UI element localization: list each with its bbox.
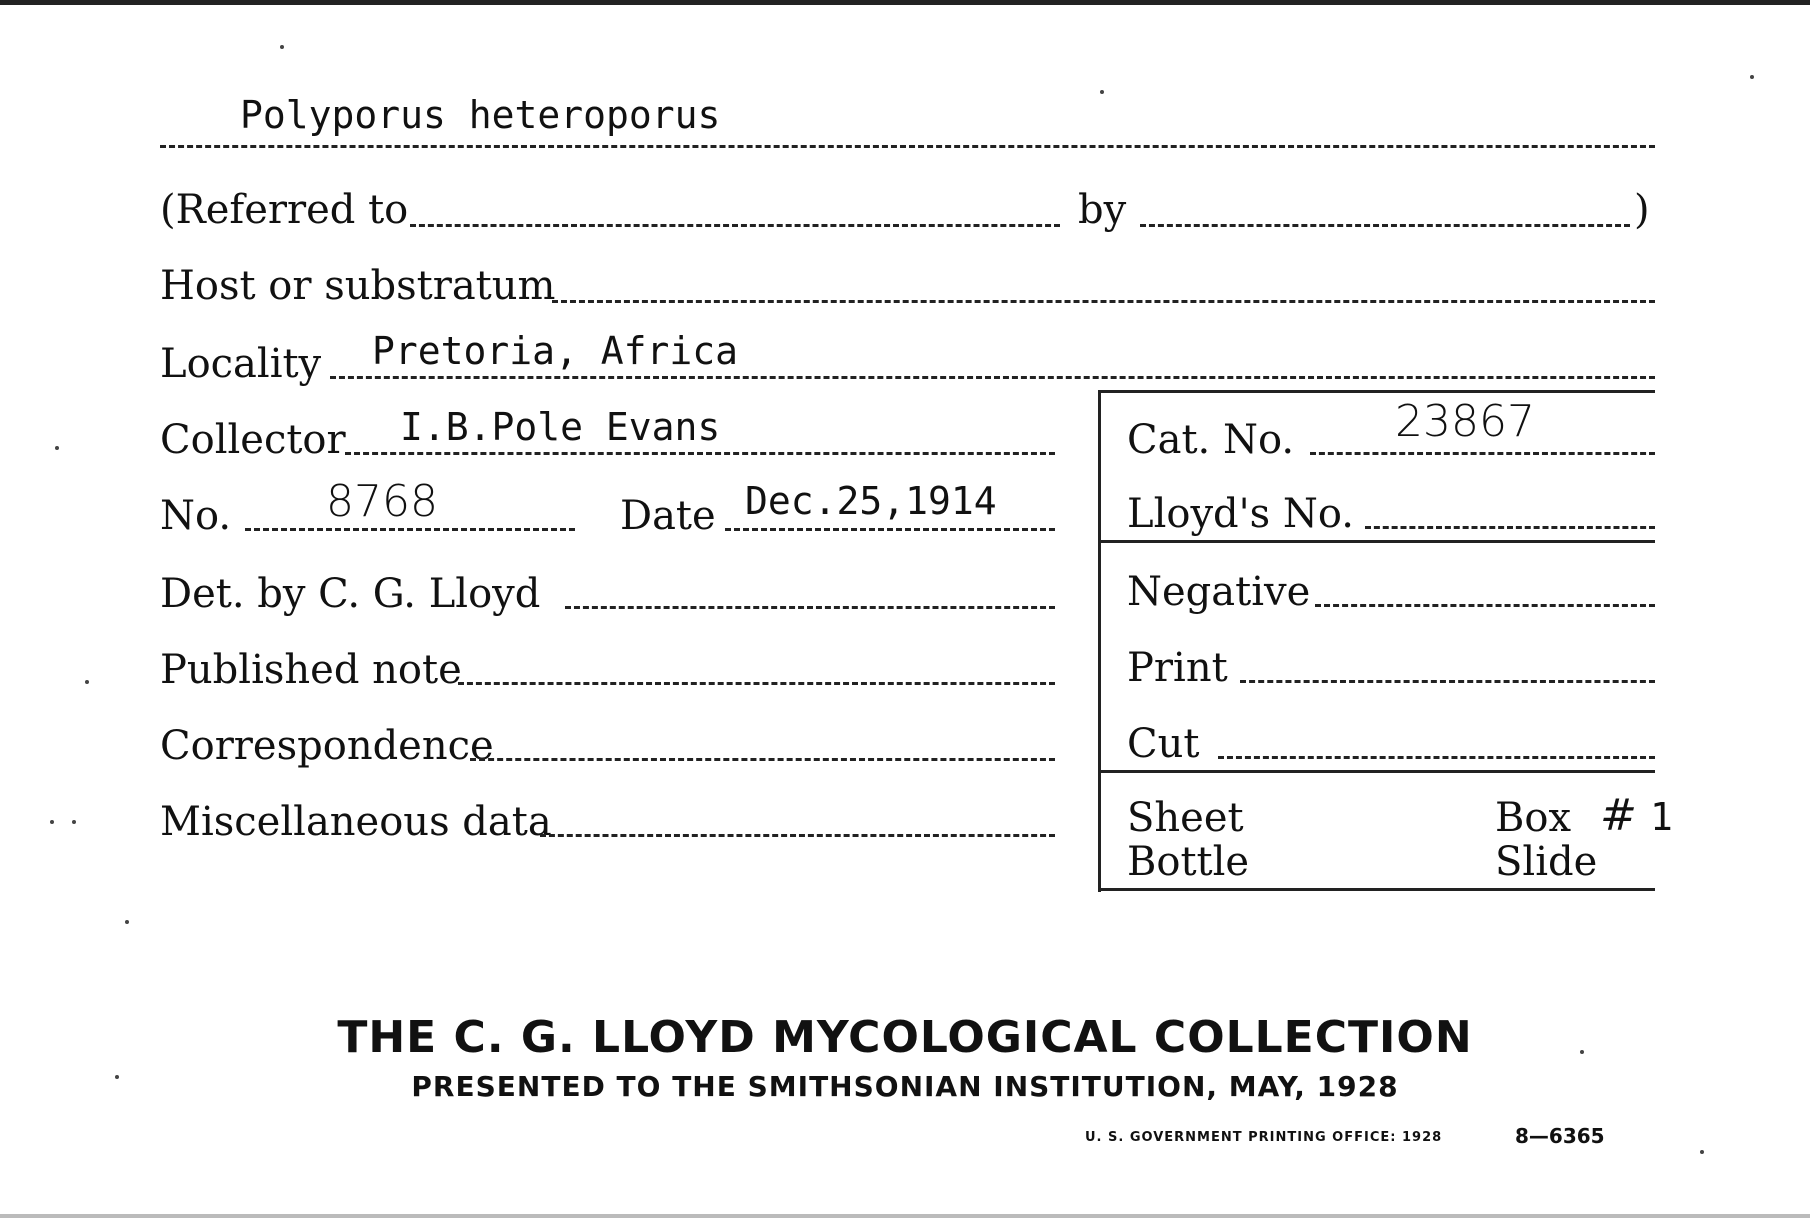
locality-value: Pretoria, Africa bbox=[372, 329, 739, 373]
date-value: Dec.25,1914 bbox=[745, 479, 997, 523]
speck bbox=[50, 820, 54, 824]
misc-label: Miscellaneous data bbox=[160, 799, 552, 845]
referred-to-label: (Referred to bbox=[160, 187, 409, 233]
speck bbox=[55, 446, 59, 450]
cat-no-line bbox=[1310, 452, 1655, 455]
card-bottom-edge bbox=[0, 1214, 1810, 1218]
host-label: Host or substratum bbox=[160, 263, 556, 309]
speck bbox=[1700, 1150, 1704, 1154]
correspondence-label: Correspondence bbox=[160, 723, 494, 769]
collection-title: THE C. G. LLOYD MYCOLOGICAL COLLECTION bbox=[337, 1012, 1473, 1063]
no-label: No. bbox=[160, 493, 232, 539]
lloyds-no-label: Lloyd's No. bbox=[1127, 491, 1354, 537]
det-by-label: Det. by C. G. Lloyd bbox=[160, 571, 541, 617]
published-note-line bbox=[458, 682, 1055, 685]
misc-line bbox=[540, 834, 1055, 837]
printer-imprint: U. S. GOVERNMENT PRINTING OFFICE: 1928 bbox=[1085, 1130, 1443, 1145]
det-by-line bbox=[565, 606, 1055, 609]
locality-label: Locality bbox=[160, 341, 322, 387]
host-line bbox=[552, 300, 1655, 303]
speck bbox=[1750, 75, 1754, 79]
cat-no-label: Cat. No. bbox=[1127, 417, 1295, 463]
form-code: 8—6365 bbox=[1515, 1124, 1605, 1148]
right-box-left-border bbox=[1098, 390, 1101, 892]
box-label: Box bbox=[1495, 795, 1572, 841]
lloyds-no-line bbox=[1365, 526, 1655, 529]
no-line bbox=[245, 528, 575, 531]
published-note-label: Published note bbox=[160, 647, 462, 693]
collection-subtitle: PRESENTED TO THE SMITHSONIAN INSTITUTION, MAY, 1928 bbox=[411, 1070, 1399, 1103]
by-label: by bbox=[1078, 187, 1127, 233]
collector-line bbox=[345, 452, 1055, 455]
sheet-label: Sheet bbox=[1127, 795, 1244, 841]
negative-line bbox=[1315, 604, 1655, 607]
card-top-edge bbox=[0, 0, 1810, 5]
slide-label: Slide bbox=[1495, 839, 1598, 885]
speck bbox=[115, 1075, 119, 1079]
negative-label: Negative bbox=[1127, 569, 1311, 615]
collector-label: Collector bbox=[160, 417, 346, 463]
box-value: 1 bbox=[1650, 795, 1673, 839]
right-box-top-border bbox=[1100, 390, 1655, 393]
species-name: Polyporus heteroporus bbox=[240, 93, 721, 137]
box-hash: # bbox=[1600, 790, 1637, 841]
speck bbox=[280, 45, 284, 49]
locality-line bbox=[330, 376, 1655, 379]
print-label: Print bbox=[1127, 645, 1228, 691]
bottle-label: Bottle bbox=[1127, 839, 1250, 885]
no-value: 8768 bbox=[326, 476, 438, 527]
species-line bbox=[160, 145, 1655, 148]
speck bbox=[125, 920, 129, 924]
close-paren: ) bbox=[1634, 187, 1650, 233]
speck bbox=[1100, 90, 1104, 94]
speck bbox=[85, 680, 89, 684]
date-line bbox=[725, 528, 1055, 531]
right-box-divider-2 bbox=[1100, 770, 1655, 773]
right-box-bottom-border bbox=[1100, 888, 1655, 891]
cat-no-value: 23867 bbox=[1395, 396, 1535, 447]
by-line bbox=[1140, 224, 1630, 227]
cut-label: Cut bbox=[1127, 721, 1200, 767]
speck bbox=[1580, 1050, 1584, 1054]
right-box-divider-1 bbox=[1100, 540, 1655, 543]
speck bbox=[72, 820, 76, 824]
referred-to-line bbox=[410, 224, 1060, 227]
print-line bbox=[1240, 680, 1655, 683]
collector-value: I.B.Pole Evans bbox=[400, 405, 721, 449]
correspondence-line bbox=[470, 758, 1055, 761]
cut-line bbox=[1218, 756, 1655, 759]
date-label: Date bbox=[620, 493, 716, 539]
